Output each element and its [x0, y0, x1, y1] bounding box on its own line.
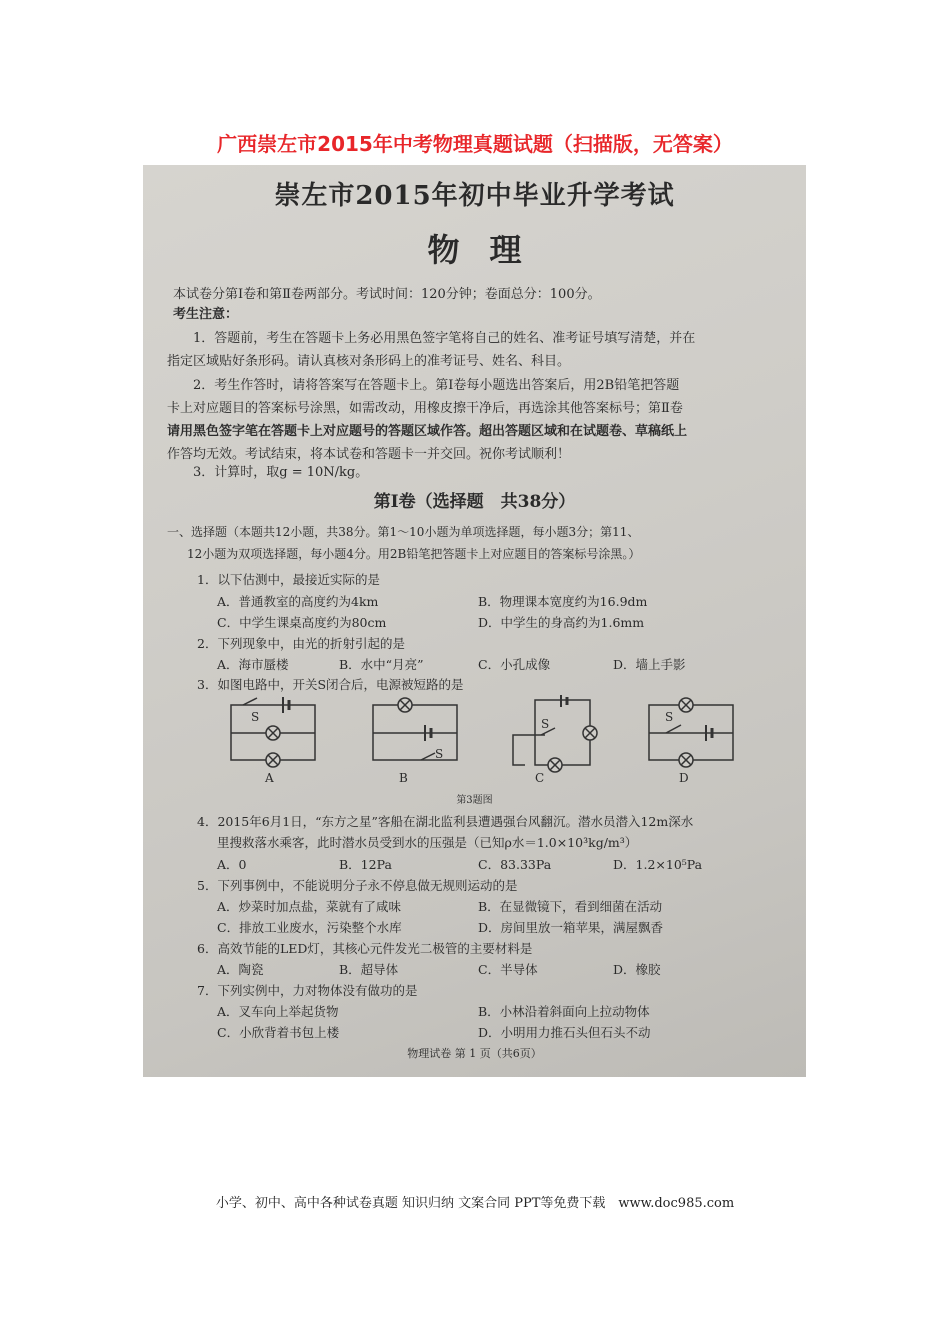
q5-option-a: A．炒菜时加点盐，菜就有了咸味: [217, 899, 402, 914]
notice-line: 请用黑色签字笔在答题卡上对应题号的答题区域作答。超出答题区域和在试题卷、草稿纸上: [167, 424, 688, 439]
exam-page-footer: 物理试卷 第 1 页（共6页）: [407, 1047, 542, 1060]
circuit-c-switch-label: S: [541, 717, 550, 731]
document-title: 广西崇左市2015年中考物理真题试题（扫描版，无答案）: [217, 132, 733, 156]
q6-option-d: D．橡胶: [613, 962, 661, 977]
q5-stem: 5．下列事例中，不能说明分子永不停息做无规则运动的是: [197, 878, 518, 893]
q7-option-a: A．叉车向上举起货物: [217, 1004, 339, 1019]
q5-option-b: B．在显微镜下，看到细菌在活动: [478, 899, 663, 914]
q2-option-b: B．水中“月亮”: [339, 657, 424, 672]
exam-intro: 本试卷分第Ⅰ卷和第Ⅱ卷两部分。考试时间：120分钟；卷面总分：100分。: [173, 287, 601, 302]
q5-option-d: D．房间里放一箱苹果，满屋飘香: [478, 920, 664, 935]
q6-option-b: B．超导体: [339, 962, 399, 977]
q1-option-c: C．中学生课桌高度约为80cm: [217, 615, 387, 630]
notice-line: 3．计算时，取g = 10N/kg。: [193, 465, 369, 480]
circuit-diagram-a: [223, 695, 323, 775]
q1-stem: 1．以下估测中，最接近实际的是: [197, 572, 380, 587]
notice-line: 2．考生作答时，请将答案写在答题卡上。第Ⅰ卷每小题选出答案后，用2B铅笔把答题: [193, 378, 680, 393]
q1-option-d: D．中学生的身高约为1.6mm: [478, 615, 645, 630]
q7-option-d: D．小明用力推石头但石头不动: [478, 1025, 651, 1040]
exam-title: 崇左市2015年初中毕业升学考试: [274, 181, 675, 211]
q4-stem: 4．2015年6月1日，“东方之星”客船在湖北监利县遭遇强台风翻沉。潜水员潜入12m深水: [197, 814, 694, 829]
notice-line: 作答均无效。考试结束，将本试卷和答题卡一并交回。祝你考试顺利！: [167, 447, 571, 462]
notice-line: 1．答题前，考生在答题卡上务必用黑色签字笔将自己的姓名、准考证号填写清楚，并在: [193, 331, 696, 346]
circuit-diagram-c: [505, 695, 605, 775]
section-title: 第Ⅰ卷（选择题 共38分）: [373, 492, 576, 512]
scanned-exam-page: [143, 165, 806, 1077]
q6-stem: 6．高效节能的LED灯，其核心元件发光二极管的主要材料是: [197, 941, 533, 956]
circuit-b-label: B: [399, 771, 408, 785]
q7-stem: 7．下列实例中，力对物体没有做功的是: [197, 983, 418, 998]
q4-option-a: A．0: [217, 857, 247, 872]
figure-caption: 第3题图: [456, 795, 493, 806]
q7-option-b: B．小林沿着斜面向上拉动物体: [478, 1004, 650, 1019]
q6-option-a: A．陶瓷: [217, 962, 264, 977]
q4-option-c: C．83.33Pa: [478, 857, 552, 872]
circuit-d-switch-label: S: [665, 710, 674, 724]
q1-option-b: B．物理课本宽度约为16.9dm: [478, 594, 648, 609]
site-footer: 小学、初中、高中各种试卷真题 知识归纳 文案合同 PPT等免费下载 www.doc985.com: [215, 1196, 735, 1211]
notice-heading: 考生注意：: [173, 307, 239, 322]
q4-option-d: D．1.2×10⁵Pa: [613, 857, 703, 872]
q3-stem: 3．如图电路中，开关S闭合后，电源被短路的是: [197, 677, 464, 692]
q7-option-c: C．小欣背着书包上楼: [217, 1025, 340, 1040]
circuit-diagram-b: [365, 695, 465, 775]
circuit-a-label: A: [265, 771, 274, 785]
q5-option-c: C．排放工业废水，污染整个水库: [217, 920, 402, 935]
circuit-a-switch-label: S: [251, 710, 260, 724]
section-desc: 12小题为双项选择题，每小题4分。用2B铅笔把答题卡上对应题目的答案标号涂黑。）: [187, 547, 641, 561]
circuit-c-label: C: [535, 771, 545, 785]
q2-option-a: A．海市蜃楼: [217, 657, 289, 672]
q4-option-b: B．12Pa: [339, 857, 392, 872]
q4-stem-continued: 里搜救落水乘客，此时潜水员受到水的压强是（已知ρ水＝1.0×10³kg/m³）: [217, 835, 638, 850]
circuit-b-switch-label: S: [435, 747, 444, 761]
notice-line: 卡上对应题目的答案标号涂黑，如需改动，用橡皮擦干净后，再选涂其他答案标号；第Ⅱ卷: [167, 401, 683, 416]
q2-option-d: D．墙上手影: [613, 657, 686, 672]
circuit-diagram-d: [641, 695, 741, 775]
q2-option-c: C．小孔成像: [478, 657, 551, 672]
q6-option-c: C．半导体: [478, 962, 538, 977]
exam-subject: 物理: [427, 231, 552, 269]
section-desc: 一、选择题（本题共12小题，共38分。第1～10小题为单项选择题，每小题3分；第11、: [167, 525, 640, 539]
q2-stem: 2．下列现象中，由光的折射引起的是: [197, 636, 405, 651]
notice-line: 指定区域贴好条形码。请认真核对条形码上的准考证号、姓名、科目。: [167, 354, 571, 369]
circuit-d-label: D: [679, 771, 689, 785]
q1-option-a: A．普通教室的高度约为4km: [217, 594, 379, 609]
